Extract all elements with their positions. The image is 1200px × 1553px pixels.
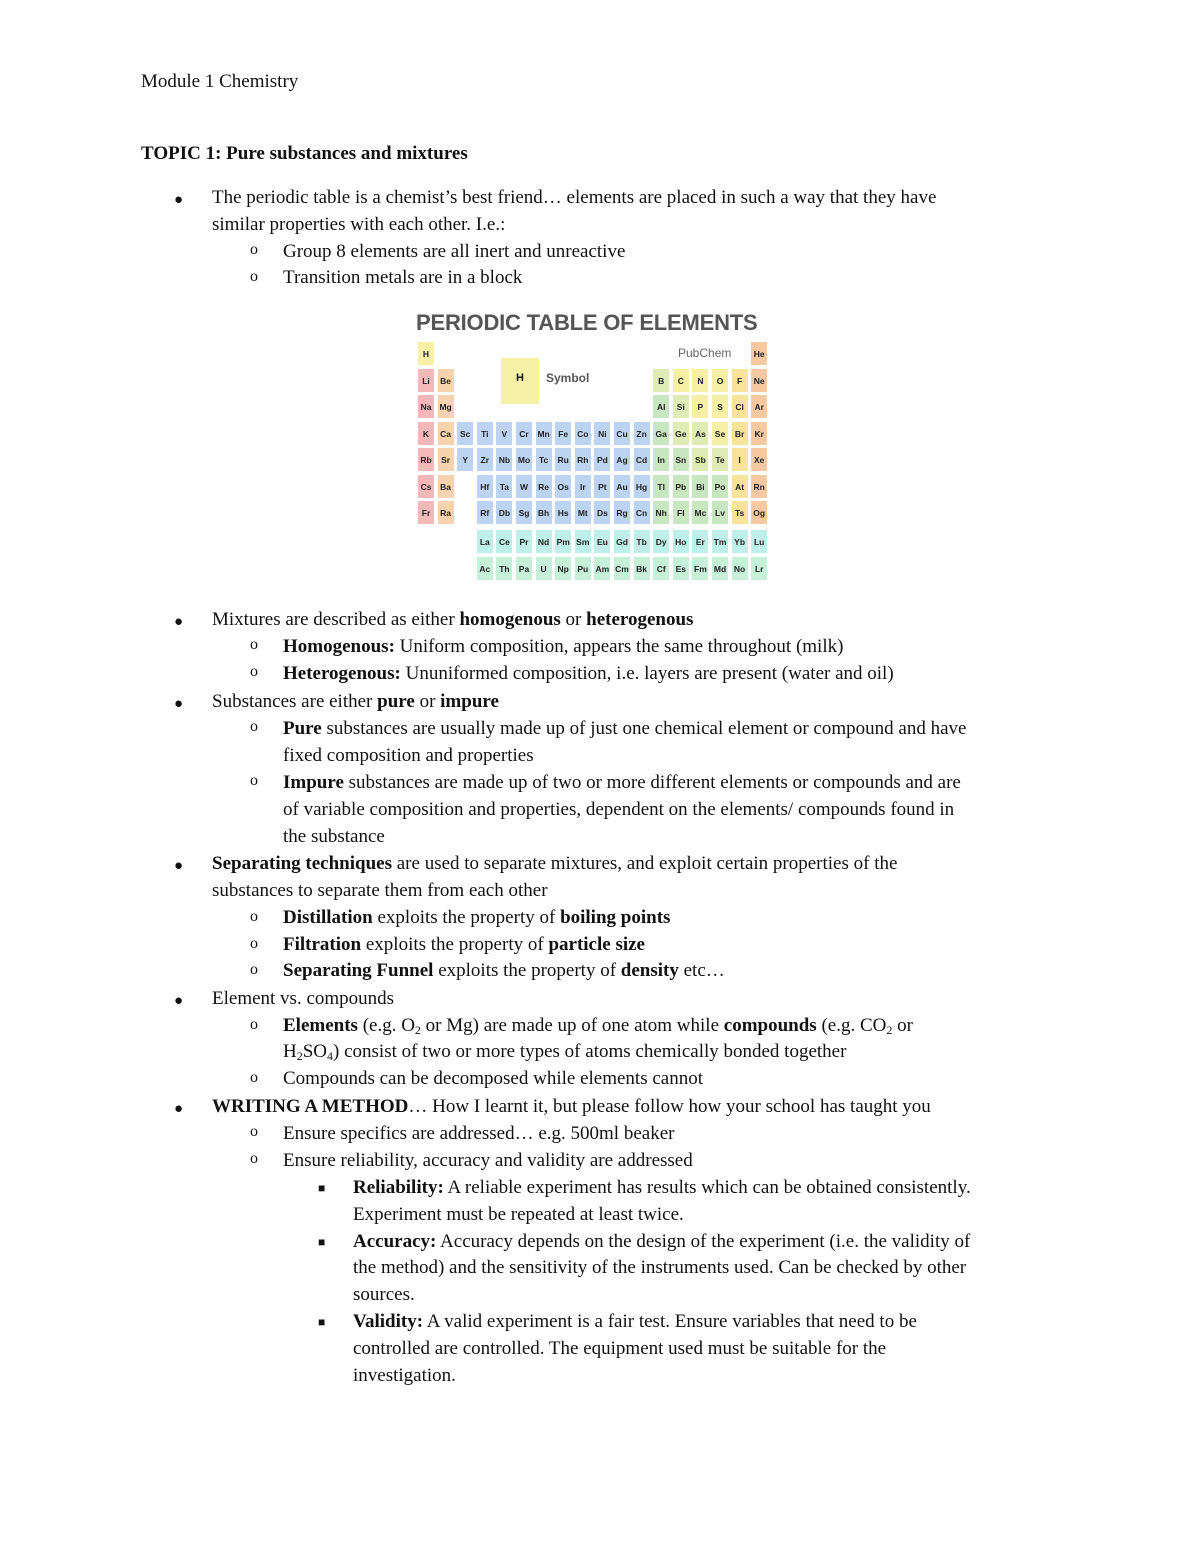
element-cell-lu: Lu [751,530,767,553]
element-cell-mt: Mt [575,501,591,524]
element-cell-in: In [653,448,669,471]
element-cell-cu: Cu [614,422,630,445]
element-cell-w: W [516,475,532,498]
element-cell-hf: Hf [477,475,493,498]
bullet-6 [212,1094,931,1120]
element-cell-gd: Gd [614,530,630,553]
text: or [892,1015,913,1036]
element-cell-hs: Hs [555,501,571,524]
sub-bullet-marker: o [250,961,258,978]
accuracy-line-1 [353,1229,970,1255]
subscript: 4 [327,1049,334,1063]
bullet-3 [212,689,499,715]
element-cell-cn: Cn [634,501,650,524]
subscript: 2 [886,1023,893,1037]
sub-bullet-marker: o [250,908,258,925]
bullet-5-sub-1-line-2 [283,1039,846,1065]
element-cell-ni: Ni [594,422,610,445]
element-cell-fe: Fe [555,422,571,445]
element-cell-nd: Nd [536,530,552,553]
element-cell-ag: Ag [614,448,630,471]
bullet-3-sub-1 [283,716,966,742]
element-cell-mo: Mo [516,448,532,471]
text: (e.g. CO [816,1015,887,1036]
element-cell-yb: Yb [732,530,748,553]
label-homogenous: Homogenous: [283,636,395,657]
sub-bullet-marker: o [250,1016,258,1033]
element-cell-cr: Cr [516,422,532,445]
element-cell-y: Y [457,448,473,471]
text: Accuracy depends on the design of the experiment (i.e. the validity of [436,1231,971,1252]
element-cell-au: Au [614,475,630,498]
bullet-2-sub-1 [283,634,843,660]
text: (e.g. O [357,1015,415,1036]
element-cell-ir: Ir [575,475,591,498]
label-impure: Impure [283,772,344,793]
element-cell-li: Li [418,369,434,392]
element-cell-ru: Ru [555,448,571,471]
element-cell-cf: Cf [653,557,669,580]
element-cell-fl: Fl [673,501,689,524]
text: Substances are either [212,691,378,712]
element-cell-db: Db [496,501,512,524]
bullet-5-sub-1 [283,1013,913,1039]
connector-or: or [414,691,441,712]
element-cell-no: No [732,557,748,580]
element-cell-nh: Nh [653,501,669,524]
element-cell-as: As [692,422,708,445]
element-cell-zn: Zn [634,422,650,445]
subscript: 2 [414,1023,421,1037]
element-cell-ge: Ge [673,422,689,445]
element-cell-sr: Sr [438,448,454,471]
reliability-line-2: Experiment must be repeated at least twice. [353,1204,684,1225]
sub-bullet-marker: o [250,1150,258,1167]
bullet-6-sub-1: Ensure specifics are addressed… e.g. 500ml beaker [283,1123,675,1144]
element-cell-f: F [732,369,748,392]
element-cell-xe: Xe [751,448,767,471]
element-cell-md: Md [712,557,728,580]
element-cell-ga: Ga [653,422,669,445]
square-bullet: ■ [318,1315,326,1329]
bullet-2-text: Mixtures are described as either [212,609,460,630]
element-cell-mc: Mc [692,501,708,524]
term-boiling-points: boiling points [560,907,671,928]
element-cell-bh: Bh [536,501,552,524]
element-cell-sm: Sm [575,530,591,553]
bullet-dot: ● [174,993,184,1009]
bullet-5: Element vs. compounds [212,988,395,1009]
element-cell-s: S [712,395,728,418]
element-cell-rh: Rh [575,448,591,471]
element-cell-sn: Sn [673,448,689,471]
element-cell-lr: Lr [751,557,767,580]
element-cell-ar: Ar [751,395,767,418]
bullet-4 [212,851,897,877]
element-cell-np: Np [555,557,571,580]
bullet-dot: ● [174,614,184,630]
element-cell-at: At [732,475,748,498]
element-cell-cs: Cs [418,475,434,498]
element-cell-tm: Tm [712,530,728,553]
element-cell-ba: Ba [438,475,454,498]
element-cell-na: Na [418,395,434,418]
bullet-4-line-2: substances to separate them from each other [212,880,548,901]
sub-bullet-marker: o [250,268,258,285]
element-cell-o: O [712,369,728,392]
element-cell-bi: Bi [692,475,708,498]
element-cell-be: Be [438,369,454,392]
element-cell-kr: Kr [751,422,767,445]
element-cell-rf: Rf [477,501,493,524]
element-cell-ds: Ds [594,501,610,524]
element-cell-fr: Fr [418,501,434,524]
text: H [283,1041,297,1062]
bullet-dot: ● [174,696,184,712]
bullet-3-sub-1-line-2: fixed composition and properties [283,745,534,766]
label-heterogenous: Heterogenous: [283,663,401,684]
connector-or: or [560,609,587,630]
element-cell-pr: Pr [516,530,532,553]
text: or Mg) are made up of one atom while [420,1015,724,1036]
element-cell-ra: Ra [438,501,454,524]
element-cell-pb: Pb [673,475,689,498]
text: etc… [678,960,725,981]
element-cell-u: U [536,557,552,580]
element-cell-tb: Tb [634,530,650,553]
text: exploits the property of [372,907,561,928]
document-header: Module 1 Chemistry [141,71,299,92]
legend-symbol: H [516,372,524,384]
element-cell-og: Og [751,501,767,524]
element-cell-cl: Cl [732,395,748,418]
element-cell-i: I [732,448,748,471]
bullet-5-sub-2: Compounds can be decomposed while elements cannot [283,1068,704,1089]
text: Uniform composition, appears the same throughout (milk) [394,636,844,657]
term-particle-size: particle size [548,934,645,955]
term-accuracy: Accuracy: [353,1231,437,1252]
element-cell-h: H [418,342,434,365]
element-cell-pu: Pu [575,557,591,580]
periodic-table-title: PERIODIC TABLE OF ELEMENTS [416,310,758,335]
square-bullet: ■ [318,1181,326,1195]
element-cell-zr: Zr [477,448,493,471]
term-writing-a-method: WRITING A METHOD [212,1096,409,1117]
element-cell-es: Es [673,557,689,580]
element-cell-am: Am [594,557,610,580]
element-cell-ne: Ne [751,369,767,392]
text: A valid experiment is a fair test. Ensure variables that need to be [423,1311,917,1332]
sub-bullet-marker: o [250,1069,258,1086]
element-cell-fm: Fm [692,557,708,580]
element-cell-rg: Rg [614,501,630,524]
element-cell-n: N [692,369,708,392]
term-validity: Validity: [353,1311,424,1332]
pubchem-logo: PubChem [678,346,732,360]
bullet-1-line-2: similar properties with each other. I.e.: [212,214,506,235]
element-cell-lv: Lv [712,501,728,524]
element-cell-sg: Sg [516,501,532,524]
term-impure: impure [440,691,499,712]
bullet-1-line-1: The periodic table is a chemist’s best friend… elements are placed in such a way that they have [212,187,937,208]
sub-bullet-marker: o [250,935,258,952]
term-compounds: compounds [723,1015,817,1036]
bullet-4-sub-2 [283,932,645,958]
element-cell-ca: Ca [438,422,454,445]
element-cell-tc: Tc [536,448,552,471]
term-heterogenous: heterogenous [586,609,694,630]
element-cell-c: C [673,369,689,392]
reliability-line-1 [353,1175,971,1201]
element-cell-os: Os [555,475,571,498]
bullet-6-sub-2: Ensure reliability, accuracy and validity are addressed [283,1150,693,1171]
bullet-dot: ● [174,1101,184,1117]
element-cell-po: Po [712,475,728,498]
element-cell-cm: Cm [614,557,630,580]
element-cell-th: Th [496,557,512,580]
text: ) consist of two or more types of atoms chemically bonded together [333,1041,847,1062]
element-cell-ti: Ti [477,422,493,445]
label-pure: Pure [283,718,322,739]
sub-bullet-marker: o [250,241,258,258]
element-cell-dy: Dy [653,530,669,553]
element-cell-pt: Pt [594,475,610,498]
term-density: density [620,960,679,981]
term-elements: Elements [283,1015,358,1036]
text: SO [302,1041,328,1062]
element-cell-k: K [418,422,434,445]
legend-label: Symbol [546,371,590,385]
element-cell-co: Co [575,422,591,445]
term-homogenous: homogenous [459,609,561,630]
square-bullet: ■ [318,1235,326,1249]
sub-bullet-marker: o [250,718,258,735]
topic-heading: TOPIC 1: Pure substances and mixtures [141,143,468,164]
element-cell-eu: Eu [594,530,610,553]
validity-line-2: controlled are controlled. The equipment used must be suitable for the [353,1338,887,1359]
sub-bullet-marker: o [250,663,258,680]
text: … How I learnt it, but please follow how your school has taught you [408,1096,931,1117]
element-cell-ac: Ac [477,557,493,580]
element-cell-tl: Tl [653,475,669,498]
element-cell-al: Al [653,395,669,418]
element-cell-ts: Ts [732,501,748,524]
element-cell-b: B [653,369,669,392]
sub-bullet-marker: o [250,1123,258,1140]
sub-bullet-marker: o [250,772,258,789]
accuracy-line-3: sources. [353,1284,415,1305]
text: Ununiformed composition, i.e. layers are present (water and oil) [400,663,894,684]
periodic-table-figure [416,308,780,583]
element-cell-la: La [477,530,493,553]
text: substances are usually made up of just one chemical element or compound and have [321,718,967,739]
element-cell-re: Re [536,475,552,498]
validity-line-1 [353,1309,917,1335]
element-cell-ce: Ce [496,530,512,553]
element-cell-nb: Nb [496,448,512,471]
bullet-4-sub-1 [283,905,670,931]
bullet-dot: ● [174,858,184,874]
element-cell-pm: Pm [555,530,571,553]
bullet-1-sub-1: Group 8 elements are all inert and unreactive [283,241,626,262]
text: exploits the property of [433,960,621,981]
element-cell-cd: Cd [634,448,650,471]
element-cell-p: P [692,395,708,418]
term-separating-funnel: Separating Funnel [283,960,434,981]
element-cell-sc: Sc [457,422,473,445]
term-filtration: Filtration [283,934,362,955]
element-cell-mn: Mn [536,422,552,445]
element-cell-he: He [751,342,767,365]
element-cell-br: Br [732,422,748,445]
term-reliability: Reliability: [353,1177,444,1198]
text: are used to separate mixtures, and exploit certain properties of the [392,853,898,874]
element-cell-v: V [496,422,512,445]
element-cell-sb: Sb [692,448,708,471]
element-cell-ho: Ho [673,530,689,553]
legend-cell [501,358,539,404]
bullet-dot: ● [174,192,184,208]
accuracy-line-2: the method) and the sensitivity of the instruments used. Can be checked by other [353,1257,967,1278]
bullet-1-sub-2: Transition metals are in a block [283,267,523,288]
element-cell-hg: Hg [634,475,650,498]
subscript: 2 [296,1049,303,1063]
term-separating-techniques: Separating techniques [212,853,392,874]
bullet-2 [212,607,693,633]
element-cell-pd: Pd [594,448,610,471]
text: A reliable experiment has results which can be obtained consistently. [443,1177,971,1198]
bullet-2-sub-2 [283,661,894,687]
element-cell-ta: Ta [496,475,512,498]
term-pure: pure [377,691,415,712]
bullet-3-sub-2-line-2: of variable composition and properties, dependent on the elements/ compounds found in [283,799,955,820]
element-cell-er: Er [692,530,708,553]
element-cell-rb: Rb [418,448,434,471]
bullet-3-sub-2 [283,770,961,796]
text: exploits the property of [361,934,549,955]
element-cell-rn: Rn [751,475,767,498]
sub-bullet-marker: o [250,636,258,653]
text: substances are made up of two or more different elements or compounds and are [343,772,961,793]
element-cell-bk: Bk [634,557,650,580]
element-cell-te: Te [712,448,728,471]
element-cell-mg: Mg [438,395,454,418]
element-cell-si: Si [673,395,689,418]
element-cell-pa: Pa [516,557,532,580]
validity-line-3: investigation. [353,1365,456,1386]
element-cell-se: Se [712,422,728,445]
bullet-3-sub-2-line-3: the substance [283,826,385,847]
term-distillation: Distillation [283,907,373,928]
bullet-4-sub-3 [283,958,725,984]
